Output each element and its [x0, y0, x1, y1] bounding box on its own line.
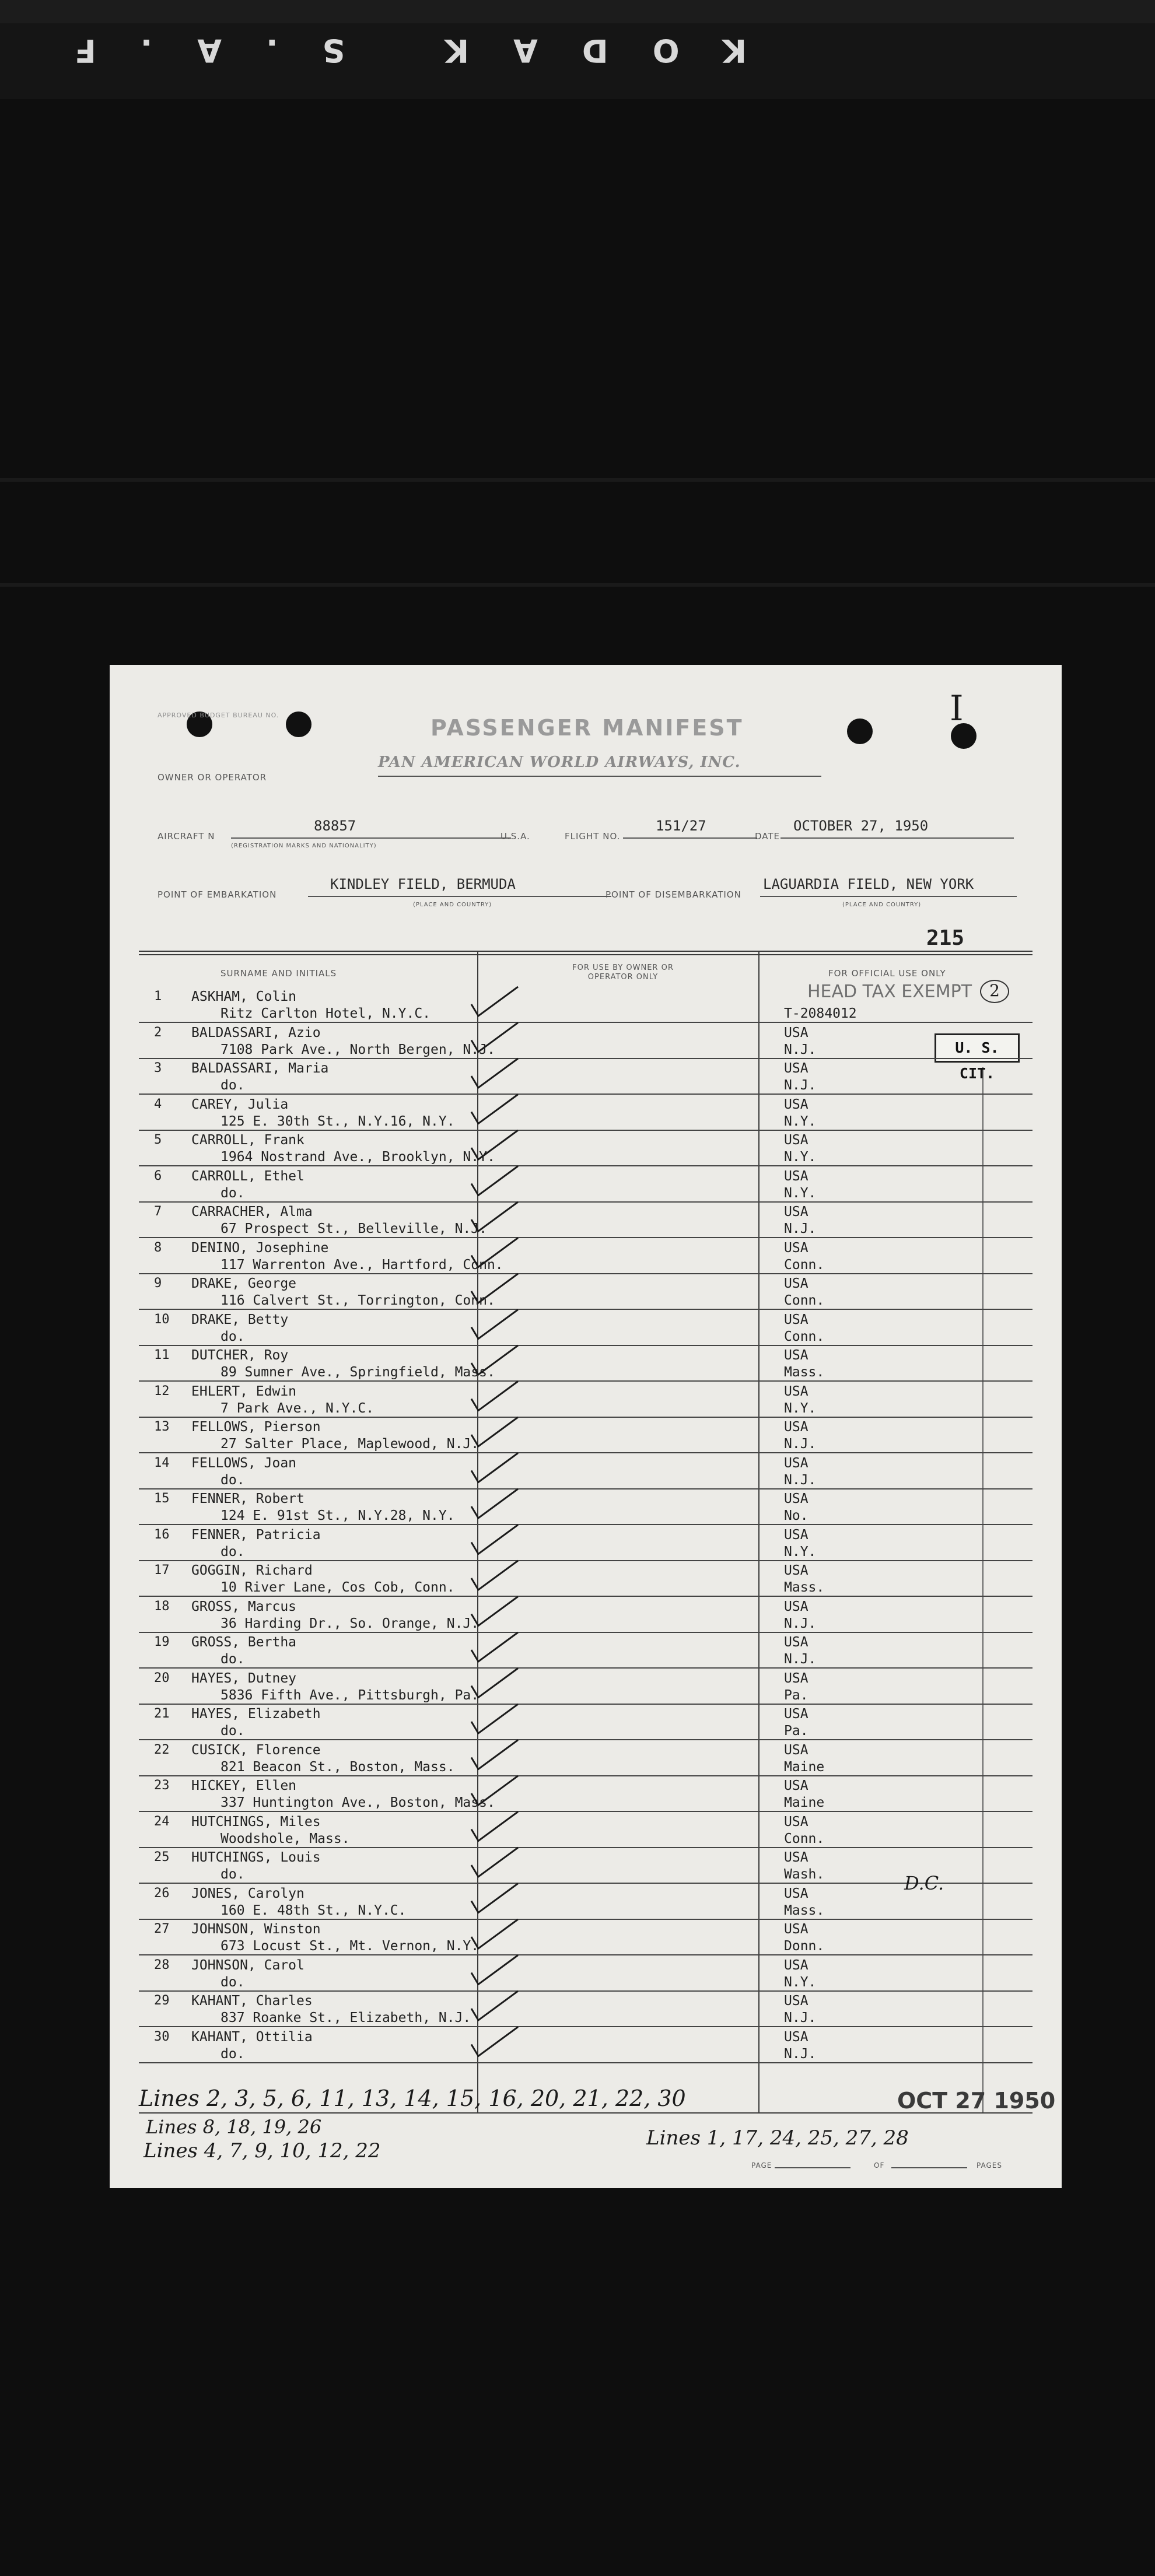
checkmark [471, 1274, 518, 1303]
carrier-name: PAN AMERICAN WORLD AIRWAYS, INC. [378, 753, 741, 771]
passenger-number: 7 [154, 1204, 162, 1219]
passenger-nationality: USA [784, 1850, 808, 1865]
passenger-nationality: USA [784, 1420, 808, 1435]
passenger-name: HAYES, Dutney [191, 1670, 297, 1686]
passenger-address: 5836 Fifth Ave., Pittsburgh, Pa. [220, 1687, 480, 1703]
passenger-name: ASKHAM, Colin [191, 989, 297, 1004]
passenger-nationality: USA [784, 1706, 808, 1722]
passenger-number: 8 [154, 1240, 162, 1255]
head-tax-mark: 2 [980, 980, 1009, 1003]
passenger-nationality: USA [784, 1563, 808, 1578]
passenger-residence: Conn. [784, 1257, 825, 1273]
passenger-residence: N.Y. [784, 1149, 817, 1165]
checkmark [471, 1525, 518, 1554]
passenger-number: 3 [154, 1061, 162, 1075]
passenger-nationality: USA [784, 1814, 808, 1830]
passenger-address: 36 Harding Dr., So. Orange, N.J. [220, 1615, 480, 1631]
passenger-address: 1964 Nostrand Ave., Brooklyn, N.Y. [220, 1149, 495, 1165]
passenger-residence: Wash. [784, 1867, 825, 1882]
passenger-address: Ritz Carlton Hotel, N.Y.C. [220, 1006, 431, 1021]
checkmark [471, 1238, 518, 1267]
date-label: DATE [755, 831, 780, 842]
passenger-address: do. [220, 1974, 245, 1990]
checkmark [471, 1345, 518, 1375]
embark-place: KINDLEY FIELD, BERMUDA [330, 876, 516, 892]
page-label: PAGE [751, 2161, 772, 2170]
passenger-number: 5 [154, 1133, 162, 1147]
passenger-name: DUTCHER, Roy [191, 1348, 289, 1363]
checkmark [471, 1310, 518, 1339]
passenger-residence: Maine [784, 1759, 825, 1775]
manifest-page [110, 665, 1062, 2188]
passenger-address: 124 E. 91st St., N.Y.28, N.Y. [220, 1508, 455, 1523]
handwritten-dc-note: D.C. [904, 1872, 944, 1894]
passenger-nationality: USA [784, 1204, 808, 1219]
passenger-residence: N.Y. [784, 1400, 817, 1416]
checkmark [471, 1991, 518, 2020]
passenger-residence: Conn. [784, 1293, 825, 1308]
passenger-number: 25 [154, 1850, 170, 1864]
passenger-address: 67 Prospect St., Belleville, N.J. [220, 1221, 487, 1236]
passenger-number: 13 [154, 1420, 170, 1434]
passenger-address: do. [220, 1652, 245, 1667]
passenger-nationality: USA [784, 1348, 808, 1363]
disembark-place: LAGUARDIA FIELD, NEW YORK [763, 876, 974, 892]
passenger-nationality: USA [784, 1527, 808, 1543]
passenger-address: do. [220, 1078, 245, 1093]
passenger-address: do. [220, 1544, 245, 1559]
of-line [891, 2167, 967, 2168]
passenger-number: 23 [154, 1778, 170, 1793]
passenger-number: 20 [154, 1670, 170, 1685]
flight-number: 151/27 [656, 818, 706, 834]
passenger-address: 837 Roanke St., Elizabeth, N.J. [220, 2010, 471, 2025]
passenger-number: 1 [154, 989, 162, 1004]
passenger-number: 24 [154, 1814, 170, 1829]
passenger-number: 11 [154, 1348, 170, 1362]
passenger-residence: Mass. [784, 1580, 825, 1595]
passenger-residence: Conn. [784, 1831, 825, 1846]
passenger-nationality: USA [784, 1635, 808, 1650]
pages-label: PAGES [977, 2161, 1002, 2170]
handwritten-lines-3: Lines 4, 7, 9, 10, 12, 22 [144, 2139, 381, 2163]
checkmark [471, 2027, 518, 2056]
passenger-name: KAHANT, Charles [191, 1993, 313, 2009]
approval-note: APPROVED BUDGET BUREAU NO. [158, 712, 279, 719]
passenger-name: JONES, Carolyn [191, 1885, 304, 1901]
passenger-residence: Mass. [784, 1902, 825, 1918]
checkmark [471, 1417, 518, 1446]
head-tax-stamp: HEAD TAX EXEMPT [807, 982, 972, 1002]
passenger-name: JOHNSON, Carol [191, 1957, 304, 1973]
passenger-number: 15 [154, 1491, 170, 1506]
passenger-residence: N.J. [784, 2010, 817, 2025]
flight-label: FLIGHT NO. [565, 831, 621, 842]
passenger-nationality: USA [784, 1993, 808, 2009]
checkmark [471, 1059, 518, 1088]
ticket-number: T-2084012 [784, 1006, 857, 1021]
checkmark-layer [110, 665, 1062, 2188]
col-owner-header: FOR USE BY OWNER OR OPERATOR ONLY [572, 963, 674, 982]
passenger-address: 7 Park Ave., N.Y.C. [220, 1400, 374, 1416]
passenger-nationality: USA [784, 2029, 808, 2045]
aircraft-label: AIRCRAFT N [158, 831, 215, 842]
passenger-number: 30 [154, 2029, 170, 2044]
passenger-nationality: USA [784, 1312, 808, 1327]
passenger-name: FENNER, Patricia [191, 1527, 321, 1543]
passenger-nationality: USA [784, 1383, 808, 1399]
passenger-name: FELLOWS, Pierson [191, 1420, 321, 1435]
col-name-header: SURNAME AND INITIALS [220, 968, 337, 979]
passenger-name: CARRACHER, Alma [191, 1204, 313, 1219]
disembark-place-note: (PLACE AND COUNTRY) [842, 902, 922, 908]
passenger-address: do. [220, 1185, 245, 1201]
passenger-number: 16 [154, 1527, 170, 1542]
passenger-number: 22 [154, 1742, 170, 1757]
passenger-address: 673 Locust St., Mt. Vernon, N.Y. [220, 1939, 480, 1954]
passenger-number: 18 [154, 1599, 170, 1614]
passenger-name: JOHNSON, Winston [191, 1922, 321, 1937]
film-divider [0, 583, 1155, 587]
passenger-address: do. [220, 1723, 245, 1739]
handwritten-lines-1: Lines 2, 3, 5, 6, 11, 13, 14, 15, 16, 20, 21, 22, 30 [139, 2086, 686, 2111]
passenger-residence: N.J. [784, 2046, 817, 2062]
passenger-residence: N.J. [784, 1042, 817, 1057]
passenger-nationality: USA [784, 1096, 808, 1112]
passenger-address: 89 Sumner Ave., Springfield, Mass. [220, 1365, 495, 1380]
passenger-address: do. [220, 1472, 245, 1488]
passenger-number: 29 [154, 1993, 170, 2008]
passenger-residence: Mass. [784, 1365, 825, 1380]
passenger-number: 4 [154, 1096, 162, 1112]
disembark-label: POINT OF DISEMBARKATION [606, 889, 741, 900]
checkmark [471, 1095, 518, 1124]
handwritten-lines-2: Lines 8, 18, 19, 26 [146, 2116, 322, 2138]
passenger-name: CAREY, Julia [191, 1096, 289, 1112]
passenger-nationality: USA [784, 1240, 808, 1256]
passenger-name: HICKEY, Ellen [191, 1778, 297, 1793]
passenger-number: 14 [154, 1455, 170, 1470]
passenger-name: KAHANT, Ottilia [191, 2029, 313, 2045]
passenger-name: GROSS, Marcus [191, 1599, 297, 1614]
passenger-count: 215 [926, 926, 965, 950]
embark-place-note: (PLACE AND COUNTRY) [413, 902, 492, 908]
checkmark [471, 1776, 518, 1805]
passenger-residence: N.J. [784, 1615, 817, 1631]
passenger-residence: Donn. [784, 1939, 825, 1954]
checkmark [471, 1919, 518, 1948]
passenger-residence: N.Y. [784, 1974, 817, 1990]
passenger-name: CARROLL, Frank [191, 1133, 304, 1148]
passenger-nationality: USA [784, 1922, 808, 1937]
passenger-nationality: USA [784, 1276, 808, 1291]
passenger-name: HUTCHINGS, Miles [191, 1814, 321, 1830]
embark-label: POINT OF EMBARKATION [158, 889, 277, 900]
passenger-name: CUSICK, Florence [191, 1742, 321, 1758]
passenger-name: DRAKE, George [191, 1276, 297, 1291]
checkmark [471, 1202, 518, 1231]
checkmark [471, 1704, 518, 1733]
checkmark [471, 1382, 518, 1411]
handwritten-lines-4: Lines 1, 17, 24, 25, 27, 28 [646, 2126, 909, 2150]
passenger-address: do. [220, 2046, 245, 2062]
checkmark [471, 1884, 518, 1913]
passenger-residence: N.J. [784, 1221, 817, 1236]
passenger-name: HAYES, Elizabeth [191, 1706, 321, 1722]
page-line [775, 2167, 850, 2168]
passenger-nationality: USA [784, 1133, 808, 1148]
passenger-number: 9 [154, 1276, 162, 1291]
checkmark [471, 1130, 518, 1159]
usa-label: U.S.A. [501, 831, 530, 842]
passenger-nationality: USA [784, 1670, 808, 1686]
passenger-address: 821 Beacon St., Boston, Mass. [220, 1759, 455, 1775]
passenger-number: 28 [154, 1957, 170, 1972]
passenger-name: FELLOWS, Joan [191, 1455, 297, 1471]
passenger-nationality: USA [784, 1025, 808, 1040]
film-edge-text: KODAK S.A.F [30, 32, 747, 69]
passenger-nationality: USA [784, 1491, 808, 1506]
passenger-residence: No. [784, 1508, 808, 1523]
checkmark [471, 987, 518, 1016]
passenger-number: 2 [154, 1025, 162, 1040]
page-mark: I [950, 688, 964, 729]
film-divider [0, 478, 1155, 482]
owner-label: OWNER OR OPERATOR [158, 772, 267, 783]
passenger-name: DRAKE, Betty [191, 1312, 289, 1327]
checkmark [471, 1740, 518, 1769]
passenger-residence: Maine [784, 1795, 825, 1810]
aircraft-number: 88857 [314, 818, 356, 834]
passenger-name: HUTCHINGS, Louis [191, 1850, 321, 1865]
passenger-name: GOGGIN, Richard [191, 1563, 313, 1578]
film-edge-strip [0, 0, 1155, 23]
us-citizen-stamp: U. S. CIT. [935, 1033, 1020, 1063]
passenger-address: 160 E. 48th St., N.Y.C. [220, 1902, 407, 1918]
passenger-nationality: USA [784, 1957, 808, 1973]
passenger-nationality: USA [784, 1168, 808, 1184]
checkmark [471, 1812, 518, 1841]
passenger-residence: N.Y. [784, 1185, 817, 1201]
passenger-address: do. [220, 1867, 245, 1882]
passenger-residence: N.Y. [784, 1113, 817, 1129]
passenger-residence: N.J. [784, 1652, 817, 1667]
passenger-nationality: USA [784, 1742, 808, 1758]
passenger-name: BALDASSARI, Azio [191, 1025, 321, 1040]
passenger-nationality: USA [784, 1061, 808, 1076]
checkmark [471, 1166, 518, 1196]
passenger-name: EHLERT, Edwin [191, 1383, 297, 1399]
passenger-residence: N.J. [784, 1078, 817, 1093]
checkmark [471, 1955, 518, 1985]
passenger-address: 117 Warrenton Ave., Hartford, Conn. [220, 1257, 503, 1273]
passenger-residence: N.J. [784, 1472, 817, 1488]
checkmark [471, 1023, 518, 1052]
passenger-address: Woodshole, Mass. [220, 1831, 350, 1846]
passenger-number: 6 [154, 1168, 162, 1183]
passenger-residence: Pa. [784, 1687, 808, 1703]
passenger-nationality: USA [784, 1778, 808, 1793]
col-official-header: FOR OFFICIAL USE ONLY [828, 968, 946, 979]
passenger-nationality: USA [784, 1885, 808, 1901]
passenger-name: DENINO, Josephine [191, 1240, 329, 1256]
checkmark [471, 1597, 518, 1626]
flight-date: OCTOBER 27, 1950 [793, 818, 929, 834]
of-label: OF [874, 2161, 885, 2170]
passenger-number: 27 [154, 1922, 170, 1936]
received-date-stamp: OCT 27 1950 [897, 2088, 1056, 2114]
passenger-number: 17 [154, 1563, 170, 1578]
checkmark [471, 1453, 518, 1482]
passenger-address: 125 E. 30th St., N.Y.16, N.Y. [220, 1113, 455, 1129]
passenger-residence: Conn. [784, 1329, 825, 1344]
registration-note: (REGISTRATION MARKS AND NATIONALITY) [231, 843, 377, 849]
passenger-address: 7108 Park Ave., North Bergen, N.J. [220, 1042, 495, 1057]
passenger-address: 337 Huntington Ave., Boston, Mass. [220, 1795, 495, 1810]
passenger-number: 12 [154, 1383, 170, 1399]
passenger-name: BALDASSARI, Maria [191, 1061, 329, 1076]
passenger-address: 116 Calvert St., Torrington, Conn. [220, 1293, 495, 1308]
passenger-name: CARROLL, Ethel [191, 1168, 304, 1184]
passenger-name: FENNER, Robert [191, 1491, 304, 1506]
passenger-name: GROSS, Bertha [191, 1635, 297, 1650]
passenger-nationality: USA [784, 1455, 808, 1471]
passenger-residence: N.Y. [784, 1544, 817, 1559]
passenger-address: do. [220, 1329, 245, 1344]
checkmark [471, 1489, 518, 1518]
passenger-address: 27 Salter Place, Maplewood, N.J. [220, 1436, 480, 1452]
passenger-number: 19 [154, 1635, 170, 1649]
passenger-residence: Pa. [784, 1723, 808, 1739]
passenger-nationality: USA [784, 1599, 808, 1614]
checkmark [471, 1669, 518, 1698]
passenger-residence: N.J. [784, 1436, 817, 1452]
passenger-address: 10 River Lane, Cos Cob, Conn. [220, 1580, 455, 1595]
passenger-number: 26 [154, 1885, 170, 1901]
checkmark [471, 1561, 518, 1590]
form-title: PASSENGER MANIFEST [430, 715, 744, 741]
checkmark [471, 1632, 518, 1662]
checkmark [471, 1848, 518, 1877]
passenger-number: 10 [154, 1312, 170, 1327]
passenger-number: 21 [154, 1706, 170, 1721]
